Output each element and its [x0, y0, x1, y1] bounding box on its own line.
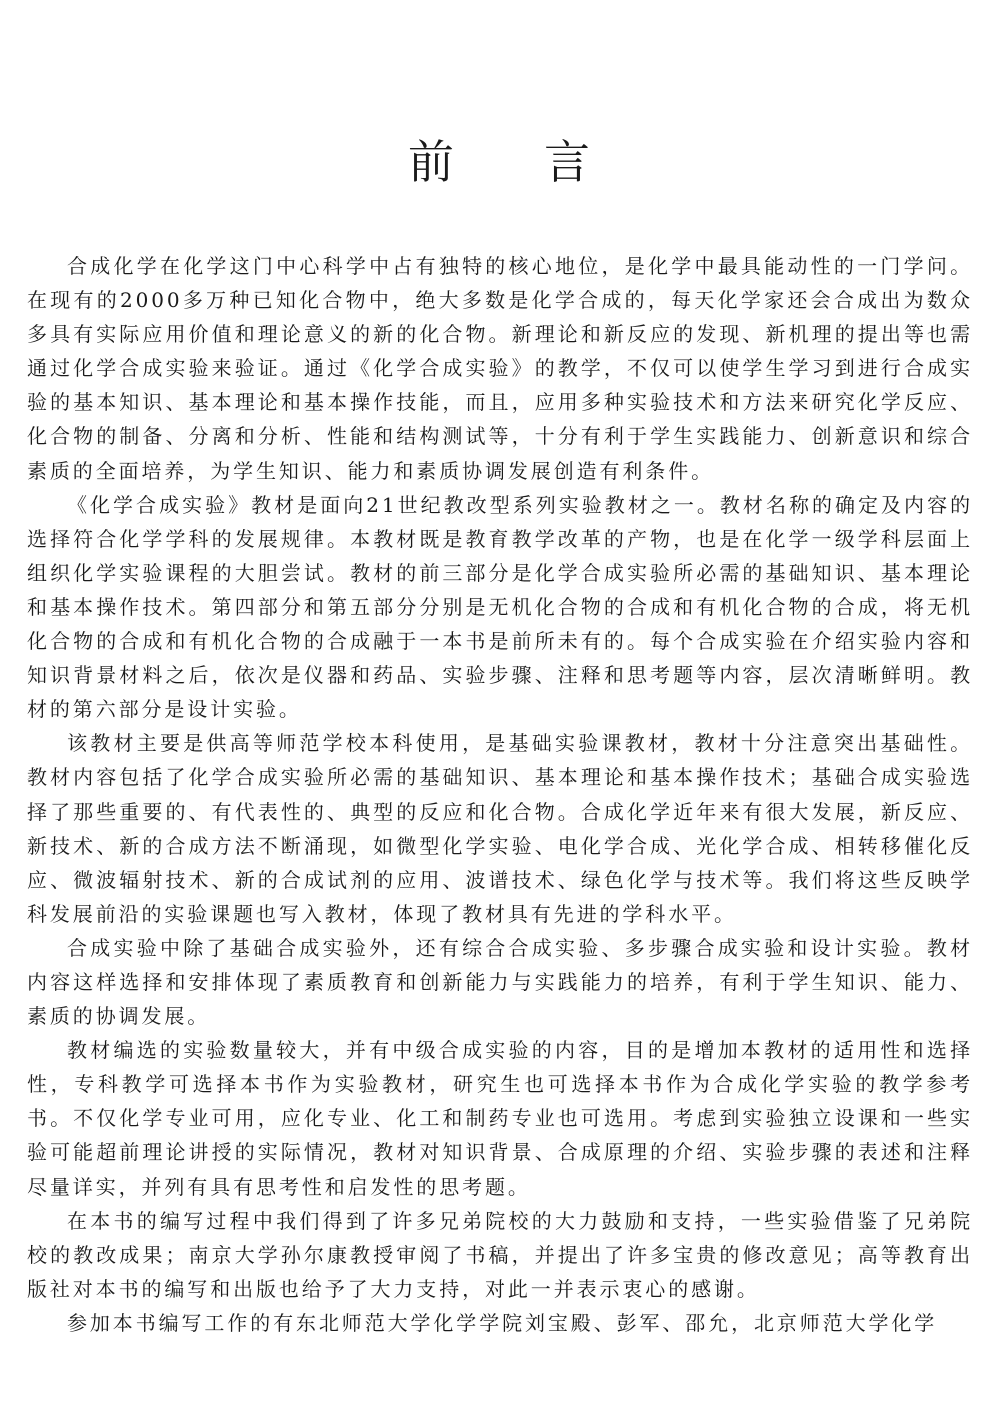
paragraph-1: 合成化学在化学这门中心科学中占有独特的核心地位，是化学中最具能动性的一门学问。在现有的2000多万种已知化合物中，绝大多数是化学合成的，每天化学家还会合成出为数众多具有实际应用价值和理论意义的新的化合物。新理论和新反应的发现、新机理的提出等也需通过化学合成实验来验证。通过《化学合成实验》的教学，不仅可以使学生学习到进行合成实验的基本知识、基本理论和基本操作技能，而且，应用多种实验技术和方法来研究化学反应、化合物的制备、分离和分析、性能和结构测试等，十分有利于学生实践能力、创新意识和综合素质的全面培养，为学生知识、能力和素质协调发展创造有利条件。 [27, 254, 973, 483]
body-text [27, 249, 973, 1340]
paragraph-5: 教材编选的实验数量较大，并有中级合成实验的内容，目的是增加本教材的适用性和选择性，专科教学可选择本书作为实验教材，研究生也可选择本书作为合成化学实验的教学参考书。不仅化学专业可用，应化专业、化工和制药专业也可选用。考虑到实验独立设课和一些实验可能超前理论讲授的实际情况，教材对知识背景、合成原理的介绍、实验步骤的表述和注释尽量详实，并列有具有思考性和启发性的思考题。 [27, 1038, 973, 1199]
paragraph-7: 参加本书编写工作的有东北师范大学化学学院刘宝殿、彭军、邵允，北京师范大学化学 [67, 1310, 938, 1335]
paragraph-3: 该教材主要是供高等师范学校本科使用，是基础实验课教材，教材十分注意突出基础性。教材内容包括了化学合成实验所必需的基础知识、基本理论和基本操作技术；基础合成实验选择了那些重要的、有代表性的、典型的反应和化合物。合成化学近年来有很大发展，新反应、新技术、新的合成方法不断涌现，如微型化学实验、电化学合成、光化学合成、相转移催化反应、微波辐射技术、新的合成试剂的应用、波谱技术、绿色化学与技术等。我们将这些反映学科发展前沿的实验课题也写入教材，体现了教材具有先进的学科水平。 [27, 731, 973, 926]
paragraph-6: 在本书的编写过程中我们得到了许多兄弟院校的大力鼓励和支持，一些实验借鉴了兄弟院校的教改成果；南京大学孙尔康教授审阅了书稿，并提出了许多宝贵的修改意见；高等教育出版社对本书的编写和出版也给予了大力支持，对此一并表示衷心的感谢。 [27, 1208, 973, 1301]
paragraph-4: 合成实验中除了基础合成实验外，还有综合合成实验、多步骤合成实验和设计实验。教材内容这样选择和安排体现了素质教育和创新能力与实践能力的培养，有利于学生知识、能力、素质的协调发展。 [27, 935, 973, 1029]
paragraph-2: 《化学合成实验》教材是面向21世纪教改型系列实验教材之一。教材名称的确定及内容的选择符合化学学科的发展规律。本教材既是教育教学改革的产物，也是在化学一级学科层面上组织化学实验课程的大胆尝试。教材的前三部分是化学合成实验所必需的基础知识、基本理论和基本操作技术。第四部分和第五部分分别是无机化合物的合成和有机化合物的合成，将无机化合物的合成和有机化合物的合成融于一本书是前所未有的。每个合成实验在介绍实验内容和知识背景材料之后，依次是仪器和药品、实验步骤、注释和思考题等内容，层次清晰鲜明。教材的第六部分是设计实验。 [27, 492, 973, 722]
page-title: 前言 [408, 135, 680, 189]
